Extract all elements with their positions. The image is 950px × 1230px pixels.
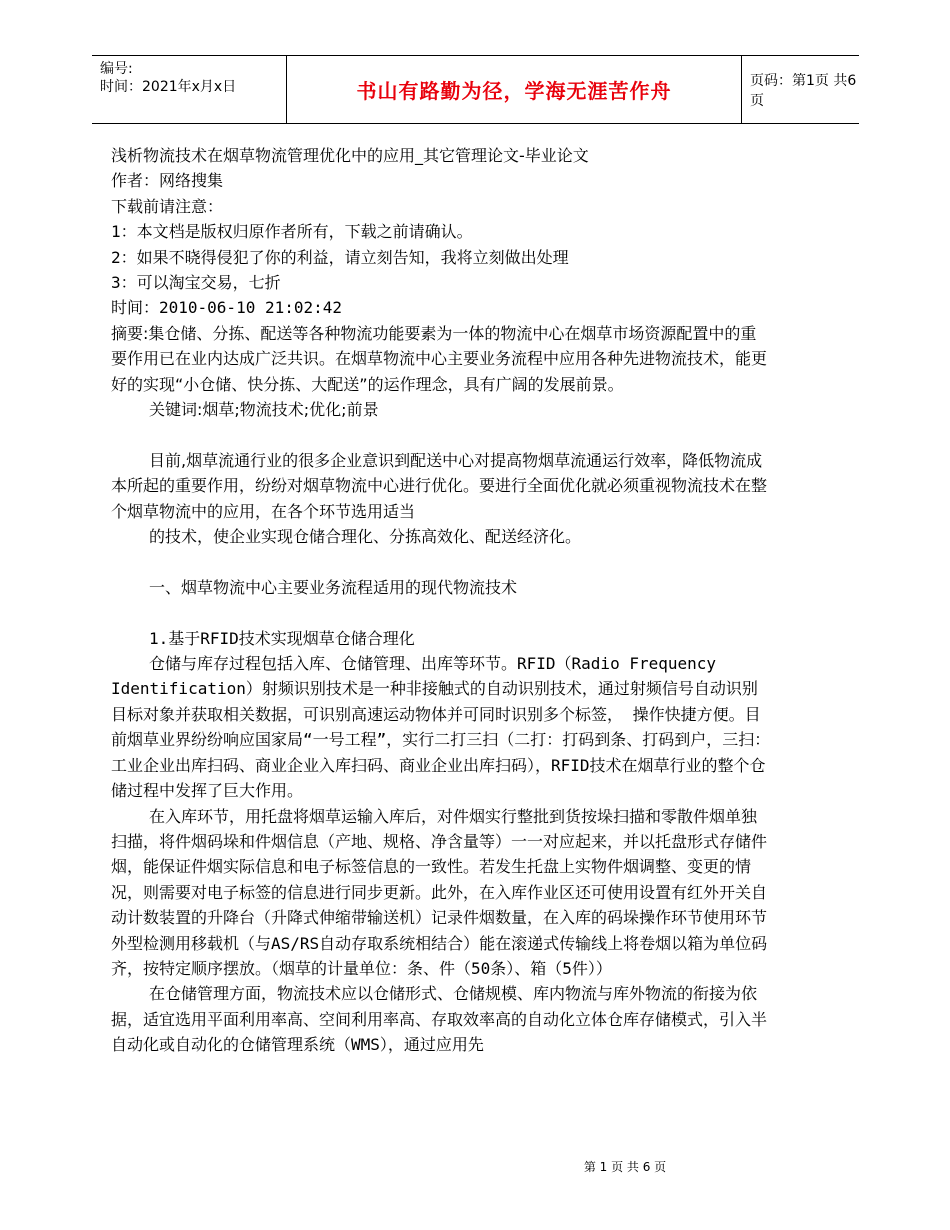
document-author: 作者：网络搜集 xyxy=(111,171,224,191)
section-heading-1: 一、烟草物流中心主要业务流程适用的现代物流技术 xyxy=(149,577,518,597)
spacer xyxy=(111,600,771,625)
intro-paragraph: 目前,烟草流通行业的很多企业意识到配送中心对提高物烟草流通运行效率，降低物流成本所起的重要作用，纷纷对烟草物流中心进行优化。要进行全面优化就必须重视物流技术在整个烟草物流中的应用，在各个环节选用适当 xyxy=(111,450,768,521)
keywords-line: 关键词:烟草;物流技术;优化;前景 xyxy=(149,400,379,420)
spacer xyxy=(111,549,771,574)
header-motto-cell xyxy=(286,56,742,123)
notice-item-2: 2：如果不晓得侵犯了你的利益，请立刻告知，我将立刻做出处理 xyxy=(111,247,569,267)
body-paragraph-1: 仓储与库存过程包括入库、仓储管理、出库等环节。RFID（Radio Frequency Identification）射频识别技术是一种非接触式的自动识别技术，通过射频信号自动识别目标对象并获取相关数据，可识别高速运动物体并可同时识别多个标签， 操作快捷方便。目前烟草业界纷纷响应国家局“一号工程”，实行二打三扫（二打：打码到条、打码到户，三扫：工业企业出库扫码、商业企业入库扫码、商业企业出库扫码），RFID技术在烟草行业的整个仓储过程中发挥了巨大作用。 xyxy=(111,654,771,801)
page-footer: 第 1 页 共 6 页 xyxy=(583,1160,667,1174)
abstract-paragraph: 摘要:集仓储、分拣、配送等各种物流功能要素为一体的物流中心在烟草市场资源配置中的重要作用已在业内达成广泛共识。在烟草物流中心主要业务流程中应用各种先进物流技术，能更好的实现“小仓储、快分拣、大配送”的运作理念，具有广阔的发展前景。 xyxy=(111,323,768,394)
document-number-label: 编号: xyxy=(100,61,133,77)
page-header xyxy=(92,55,859,124)
subsection-heading-1: 1.基于RFID技术实现烟草仓储合理化 xyxy=(149,628,415,648)
header-meta xyxy=(92,56,286,123)
body-paragraph-3: 在仓储管理方面，物流技术应以仓储形式、仓储规模、库内物流与库外物流的衔接为依据，适宜选用平面利用率高、空间利用率高、存取效率高的自动化立体仓库存储模式，引入半自动化或自动化的仓储管理系统（WMS），通过应用先 xyxy=(111,984,768,1055)
notice-item-3: 3：可以淘宝交易，七折 xyxy=(111,273,281,293)
document-body xyxy=(111,143,771,1058)
header-page-info: 页码：第1页 共6页 xyxy=(750,72,857,109)
spacer xyxy=(111,422,771,447)
document-title: 浅析物流技术在烟草物流管理优化中的应用_其它管理论文-毕业论文 xyxy=(111,146,589,165)
body-paragraph-2: 在入库环节，用托盘将烟草运输入库后，对件烟实行整批到货按垛扫描和零散件烟单独扫描，将件烟码垛和件烟信息（产地、规格、净含量等）一一对应起来，并以托盘形式存储件烟，能保证件烟实际信息和电子标签信息的一致性。若发生托盘上实物件烟调整、变更的情况，则需要对电子标签的信息进行同步更新。此外，在入库作业区还可使用设置有红外开关自动计数装置的升降台（升降式伸缩带输送机）记录件烟数量，在入库的码垛操作环节使用环节外型检测用移载机（与AS/RS自动存取系统相结合）能在滚递式传输线上将卷烟以箱为单位码齐，按特定顺序摆放。（烟草的计量单位：条、件（50条）、箱（5件）） xyxy=(111,806,768,978)
document-time-label: 时间：2021年x月x日 xyxy=(100,79,237,95)
notice-title: 下载前请注意： xyxy=(111,196,224,216)
document-time: 时间：2010-06-10 21:02:42 xyxy=(111,298,343,318)
notice-item-1: 1：本文档是版权归原作者所有，下载之前请确认。 xyxy=(111,222,473,242)
header-motto: 书山有路勤为径，学海无涯苦作舟 xyxy=(356,79,672,103)
intro-paragraph-continued: 的技术，使企业实现仓储合理化、分拣高效化、配送经济化。 xyxy=(149,527,582,547)
